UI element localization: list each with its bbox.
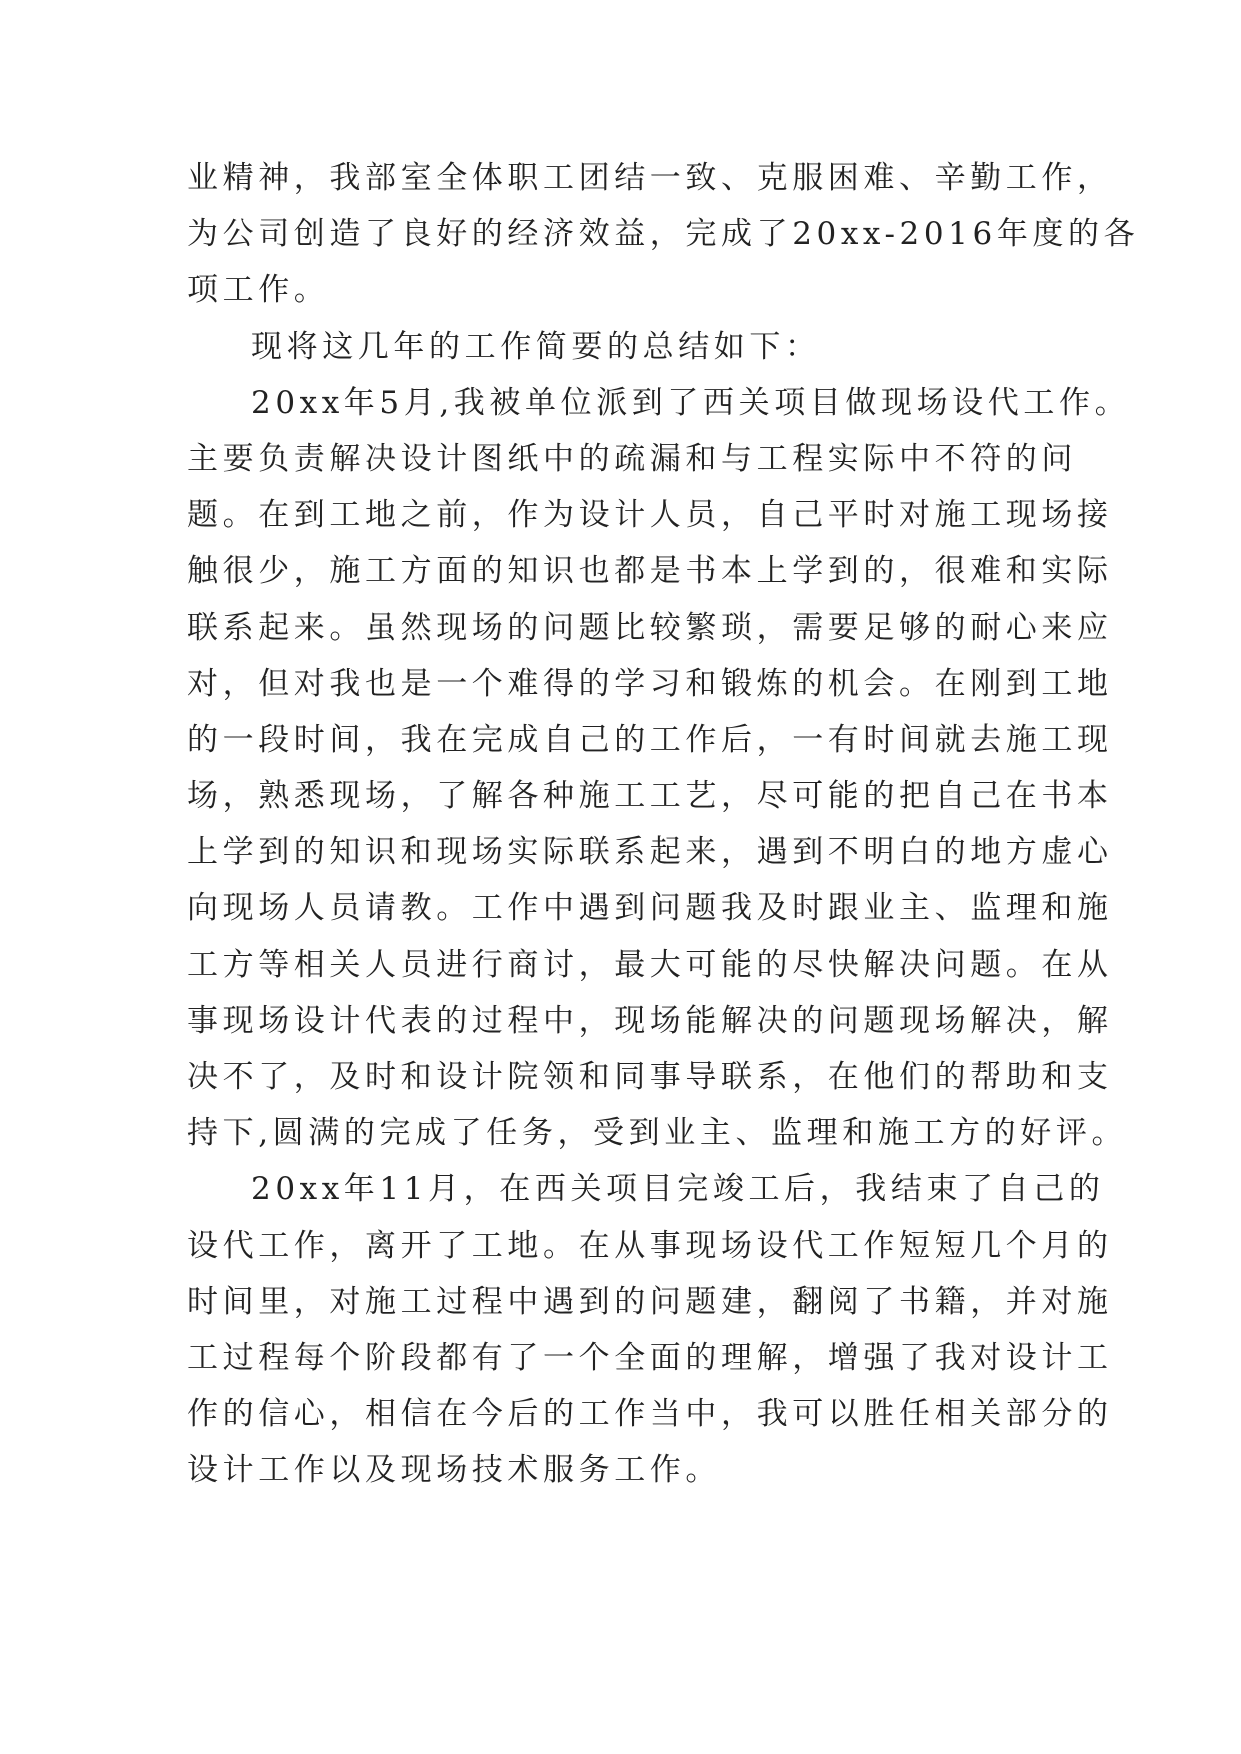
text-line: 时间里，对施工过程中遇到的问题建，翻阅了书籍，并对施 (187, 1283, 1113, 1320)
text-line: 20xx年5月,我被单位派到了西关项目做现场设代工作。 (251, 384, 1131, 421)
text-line: 为公司创造了良好的经济效益，完成了20xx-2016年度的各 (187, 216, 1140, 253)
text-line: 的一段时间，我在完成自己的工作后，一有时间就去施工现 (187, 721, 1113, 758)
text-line: 向现场人员请教。工作中遇到问题我及时跟业主、监理和施 (187, 890, 1113, 927)
text-line: 持下,圆满的完成了任务，受到业主、监理和施工方的好评。 (187, 1115, 1128, 1152)
text-line: 主要负责解决设计图纸中的疏漏和与工程实际中不符的问 (187, 440, 1077, 477)
text-line: 项工作。 (187, 272, 330, 309)
body-text (187, 150, 1140, 1499)
text-line: 工过程每个阶段都有了一个全面的理解，增强了我对设计工 (187, 1339, 1113, 1376)
text-line: 设代工作，离开了工地。在从事现场设代工作短短几个月的 (187, 1227, 1113, 1264)
text-line: 设计工作以及现场技术服务工作。 (187, 1452, 721, 1489)
text-line: 对，但对我也是一个难得的学习和锻炼的机会。在刚到工地 (187, 665, 1113, 702)
text-line: 触很少，施工方面的知识也都是书本上学到的，很难和实际 (187, 553, 1113, 590)
text-line: 上学到的知识和现场实际联系起来，遇到不明白的地方虚心 (187, 834, 1113, 871)
text-line: 现将这几年的工作简要的总结如下： (251, 328, 821, 365)
text-line: 20xx年11月，在西关项目完竣工后，我结束了自己的 (251, 1171, 1105, 1208)
text-line: 场，熟悉现场，了解各种施工工艺，尽可能的把自己在书本 (187, 778, 1113, 815)
text-line: 决不了，及时和设计院领和同事导联系，在他们的帮助和支 (187, 1059, 1113, 1095)
text-line: 联系起来。虽然现场的问题比较繁琐，需要足够的耐心来应 (187, 609, 1113, 646)
text-line: 工方等相关人员进行商讨，最大可能的尽快解决问题。在从 (187, 946, 1113, 983)
text-line: 作的信心，相信在今后的工作当中，我可以胜任相关部分的 (187, 1396, 1113, 1433)
text-line: 题。在到工地之前，作为设计人员，自己平时对施工现场接 (187, 497, 1113, 534)
text-line: 业精神，我部室全体职工团结一致、克服困难、辛勤工作， (187, 160, 1113, 196)
text-line: 事现场设计代表的过程中，现场能解决的问题现场解决，解 (187, 1002, 1113, 1039)
